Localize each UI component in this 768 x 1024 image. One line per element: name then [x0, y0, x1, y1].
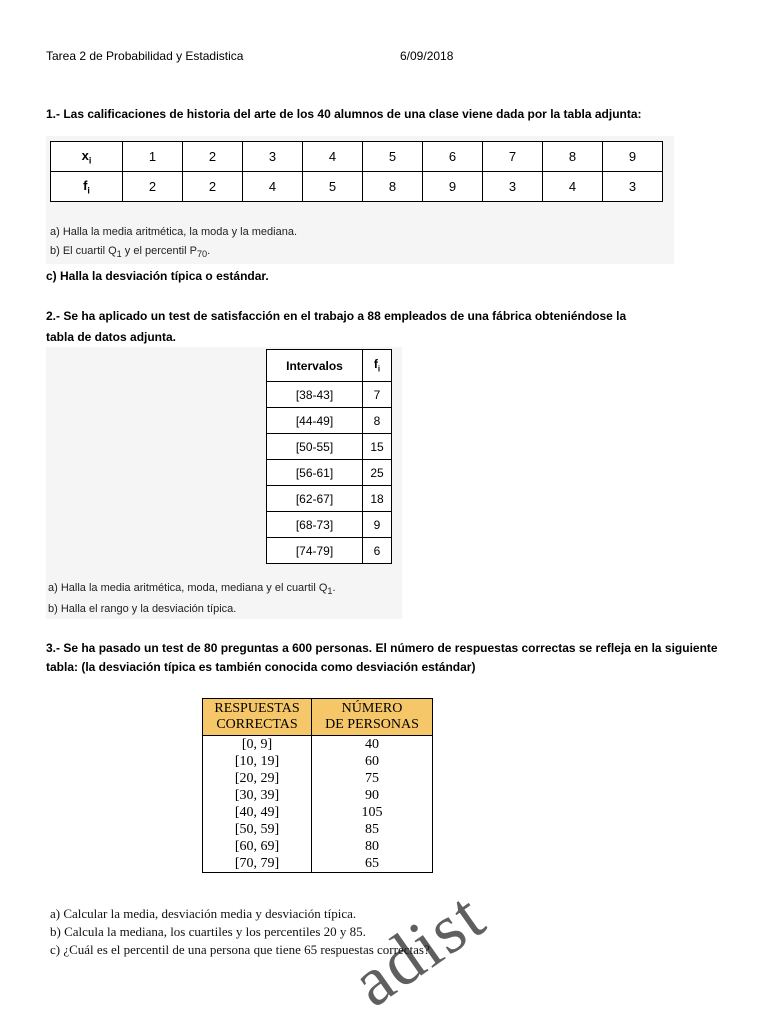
q3-count: 105: [312, 804, 433, 821]
q3-col-respuestas: RESPUESTAS CORRECTAS: [203, 699, 312, 736]
q1-x-cell: 9: [603, 142, 663, 172]
q3-table-header: [203, 699, 433, 736]
q1-f-cell: 4: [543, 172, 603, 202]
q3-count: 85: [312, 821, 433, 838]
q2-freq: 9: [363, 512, 392, 538]
q1-row-f-header: $f_i$: [51, 172, 123, 202]
q1-x-cell: 8: [543, 142, 603, 172]
q1-part-b: b) El cuartil $Q_1$ y el percentil $P_{70}$.: [50, 245, 211, 260]
document-title: Tarea 2 de Probabilidad y Estadistica: [46, 49, 244, 63]
table-row: [203, 787, 433, 804]
q1-f-cell: 2: [123, 172, 183, 202]
q2-part-b: b) Halla el rango y la desviación típica.: [48, 603, 237, 615]
q2-interval: [68-73]: [267, 512, 363, 538]
table-row: [267, 538, 392, 564]
q2-freq: 25: [363, 460, 392, 486]
table-row: [267, 486, 392, 512]
table-row: [203, 736, 433, 754]
q3-interval: [40, 49]: [203, 804, 312, 821]
q3-part-a: a) Calcular la media, desviación media y desviación típica.: [50, 906, 357, 921]
table-row: [203, 855, 433, 873]
q1-x-cell: 1: [123, 142, 183, 172]
q3-interval: [0, 9]: [203, 736, 312, 754]
q2-col-intervals: Intervalos: [267, 350, 363, 382]
q2-interval: [38-43]: [267, 382, 363, 408]
q1-x-cell: 3: [243, 142, 303, 172]
q1-row-x: [51, 142, 663, 172]
watermark-text: adist: [338, 877, 500, 1022]
table-row: [203, 770, 433, 787]
table-row: [267, 434, 392, 460]
q2-interval: [50-55]: [267, 434, 363, 460]
q3-interval: [50, 59]: [203, 821, 312, 838]
q3-statement-line1: 3.- Se ha pasado un test de 80 preguntas a 600 personas. El número de respuestas correctas se refleja en la siguiente: [46, 641, 718, 655]
q2-freq: 15: [363, 434, 392, 460]
table-row: [203, 821, 433, 838]
q1-part-a: a) Halla la media aritmética, la moda y la mediana.: [50, 226, 298, 238]
q1-f-cell: 3: [603, 172, 663, 202]
q3-statement-line2: tabla: (la desviación típica es también conocida como desviación estándar): [46, 660, 476, 674]
q1-f-cell: 4: [243, 172, 303, 202]
q2-freq: 18: [363, 486, 392, 512]
q2-interval: [62-67]: [267, 486, 363, 512]
q1-x-cell: 6: [423, 142, 483, 172]
q1-x-cell: 2: [183, 142, 243, 172]
q3-col-personas: NÚMERO DE PERSONAS: [312, 699, 433, 736]
table-row: [267, 408, 392, 434]
q1-part-c: c) Halla la desviación típica o estándar.: [46, 269, 269, 283]
q3-interval: [60, 69]: [203, 838, 312, 855]
q2-table-header: [267, 350, 392, 382]
q3-count: 80: [312, 838, 433, 855]
q3-count: 40: [312, 736, 433, 754]
q2-statement-line2: tabla de datos adjunta.: [46, 330, 177, 344]
q3-count: 75: [312, 770, 433, 787]
q1-f-cell: 3: [483, 172, 543, 202]
q1-f-cell: 9: [423, 172, 483, 202]
q3-interval: [70, 79]: [203, 855, 312, 873]
q1-f-cell: 8: [363, 172, 423, 202]
q1-row-f: [51, 172, 663, 202]
table-row: [267, 382, 392, 408]
table-row: [203, 838, 433, 855]
q3-count: 60: [312, 753, 433, 770]
q3-count: 65: [312, 855, 433, 873]
q1-f-cell: 2: [183, 172, 243, 202]
q2-statement-line1: 2.- Se ha aplicado un test de satisfacción en el trabajo a 88 empleados de una fábrica obteniéndose la: [46, 309, 627, 323]
table-row: [203, 804, 433, 821]
q3-count: 90: [312, 787, 433, 804]
q1-table: [50, 141, 663, 202]
q2-col-fi: $f_i$: [363, 350, 392, 382]
q3-table: [202, 698, 433, 873]
q2-interval: [56-61]: [267, 460, 363, 486]
q2-interval: [74-79]: [267, 538, 363, 564]
q3-interval: [30, 39]: [203, 787, 312, 804]
table-row: [267, 460, 392, 486]
q3-interval: [20, 29]: [203, 770, 312, 787]
q2-table: [266, 349, 392, 564]
q1-statement: 1.- Las calificaciones de historia del arte de los 40 alumnos de una clase viene dada por la tabla adjunta:: [46, 107, 642, 121]
q2-part-a: a) Halla la media aritmética, moda, mediana y el cuartil $Q_1$.: [48, 582, 336, 597]
q1-row-x-header: $x_i$: [51, 142, 123, 172]
q1-x-cell: 7: [483, 142, 543, 172]
table-row: [203, 753, 433, 770]
q1-f-cell: 5: [303, 172, 363, 202]
q1-x-cell: 5: [363, 142, 423, 172]
q2-freq: 7: [363, 382, 392, 408]
q1-x-cell: 4: [303, 142, 363, 172]
q3-part-b: b) Calcula la mediana, los cuartiles y los percentiles 20 y 85.: [50, 924, 366, 939]
table-row: [267, 512, 392, 538]
q3-interval: [10, 19]: [203, 753, 312, 770]
document-date: 6/09/2018: [400, 49, 454, 63]
q2-interval: [44-49]: [267, 408, 363, 434]
q2-freq: 8: [363, 408, 392, 434]
q3-part-c: c) ¿Cuál es el percentil de una persona que tiene 65 respuestas correctas?: [50, 942, 430, 957]
q2-freq: 6: [363, 538, 392, 564]
